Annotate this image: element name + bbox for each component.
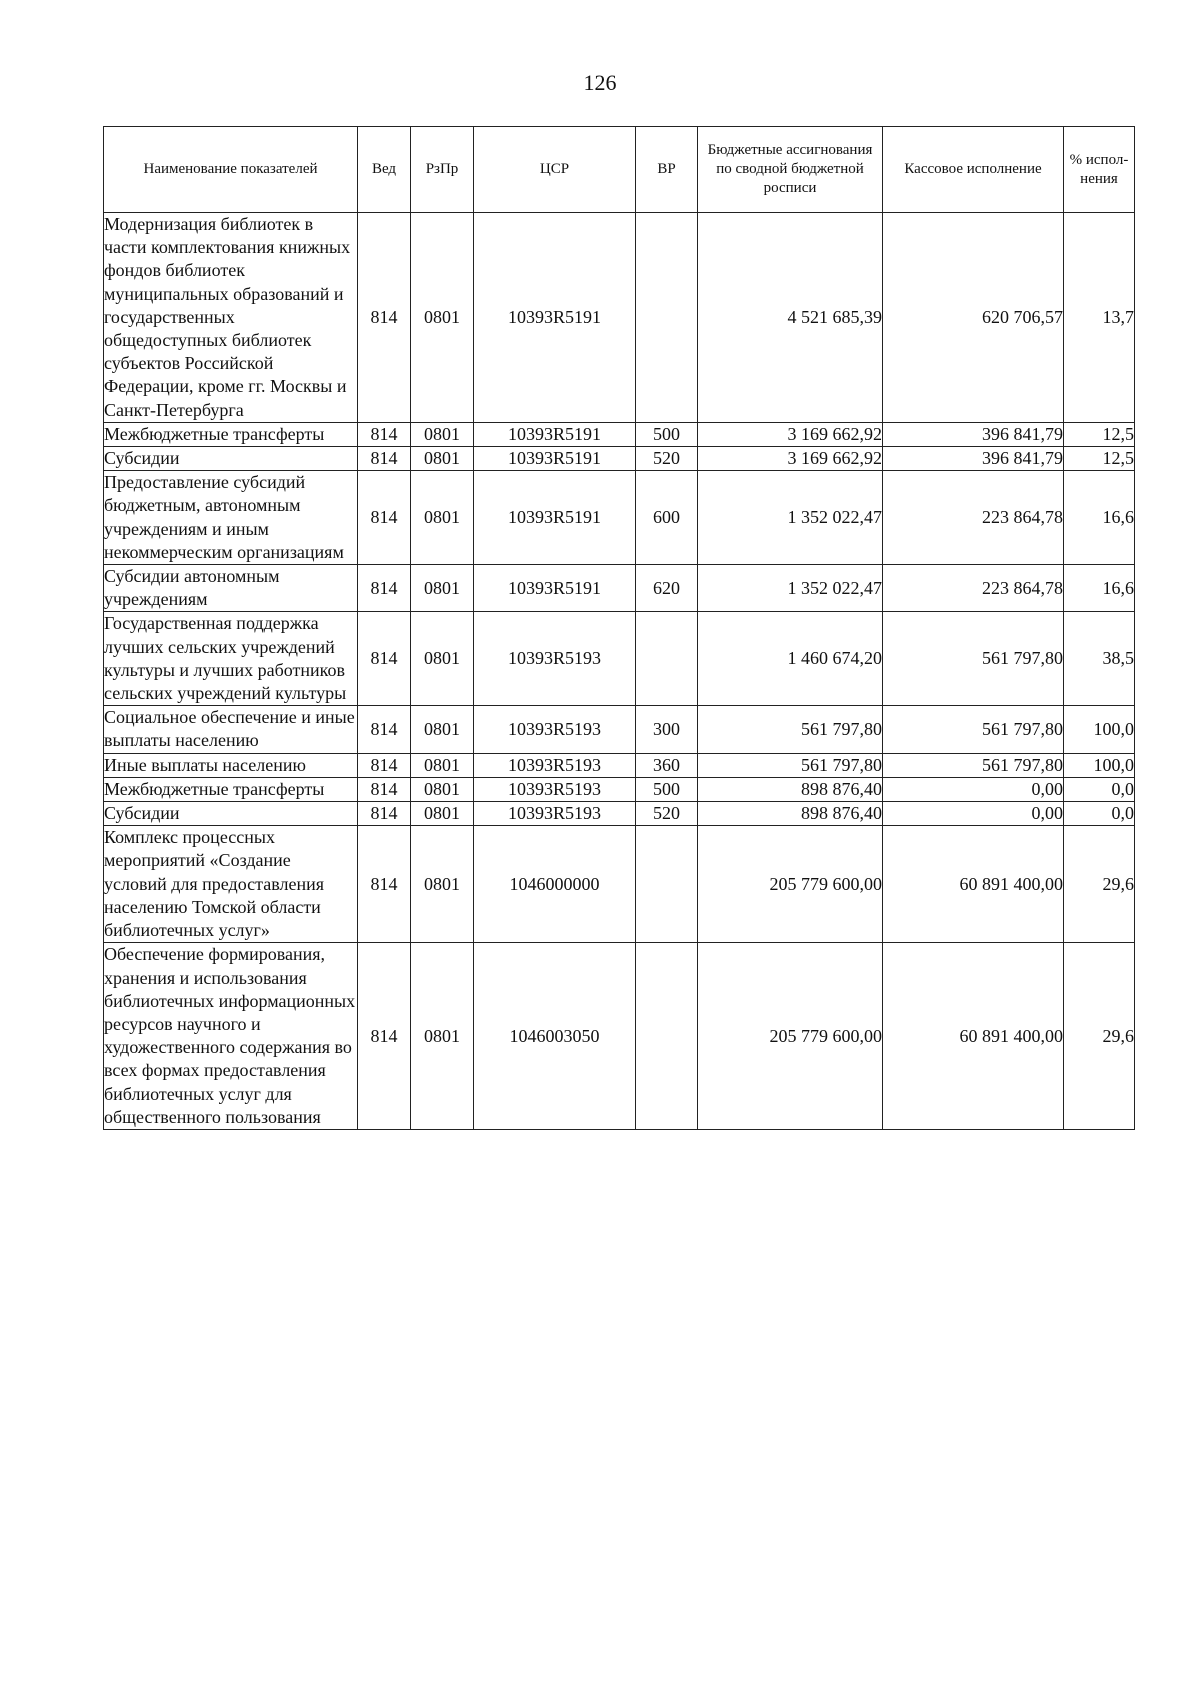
row-name: Обеспечение формирования, хранения и использования библиотечных информационных ресурсов научного и художественного содержания во всех формах предоставления библиотечных услуг для общественного пользования bbox=[104, 943, 358, 1130]
row-ved: 814 bbox=[358, 943, 411, 1130]
row-execution-percent: 16,6 bbox=[1064, 471, 1135, 565]
row-budget-allocation: 561 797,80 bbox=[698, 753, 883, 777]
row-cash-execution: 60 891 400,00 bbox=[883, 826, 1064, 943]
budget-execution-table bbox=[103, 126, 1135, 1130]
table-row bbox=[104, 826, 1135, 943]
row-cash-execution: 396 841,79 bbox=[883, 422, 1064, 446]
row-rzpr: 0801 bbox=[411, 565, 474, 612]
row-ved: 814 bbox=[358, 706, 411, 753]
table-body bbox=[104, 213, 1135, 1130]
row-execution-percent: 12,5 bbox=[1064, 447, 1135, 471]
row-vr: 500 bbox=[636, 422, 698, 446]
table-row bbox=[104, 753, 1135, 777]
table-row bbox=[104, 706, 1135, 753]
row-execution-percent: 0,0 bbox=[1064, 802, 1135, 826]
row-csr: 10393R5191 bbox=[474, 213, 636, 423]
row-ved: 814 bbox=[358, 565, 411, 612]
table-row bbox=[104, 422, 1135, 446]
row-cash-execution: 0,00 bbox=[883, 802, 1064, 826]
row-rzpr: 0801 bbox=[411, 943, 474, 1130]
row-budget-allocation: 898 876,40 bbox=[698, 777, 883, 801]
row-csr: 10393R5191 bbox=[474, 471, 636, 565]
row-rzpr: 0801 bbox=[411, 706, 474, 753]
row-execution-percent: 100,0 bbox=[1064, 706, 1135, 753]
row-name: Иные выплаты населению bbox=[104, 753, 358, 777]
row-name: Государственная поддержка лучших сельских учреждений культуры и лучших работников сельских учреждений культуры bbox=[104, 612, 358, 706]
row-ved: 814 bbox=[358, 213, 411, 423]
row-csr: 10393R5193 bbox=[474, 612, 636, 706]
row-rzpr: 0801 bbox=[411, 213, 474, 423]
row-cash-execution: 561 797,80 bbox=[883, 706, 1064, 753]
table-row bbox=[104, 802, 1135, 826]
row-cash-execution: 60 891 400,00 bbox=[883, 943, 1064, 1130]
row-budget-allocation: 3 169 662,92 bbox=[698, 447, 883, 471]
row-csr: 10393R5193 bbox=[474, 753, 636, 777]
row-name: Комплекс процессных мероприятий «Создание условий для предоставления населению Томской области библиотечных услуг» bbox=[104, 826, 358, 943]
row-name: Модернизация библиотек в части комплектования книжных фондов библиотек муниципальных образований и государственных общедоступных библиотек субъектов Российской Федерации, кроме гг. Москвы и Санкт-Петербурга bbox=[104, 213, 358, 423]
row-name: Субсидии bbox=[104, 802, 358, 826]
row-budget-allocation: 205 779 600,00 bbox=[698, 826, 883, 943]
row-rzpr: 0801 bbox=[411, 826, 474, 943]
row-vr bbox=[636, 943, 698, 1130]
row-csr: 10393R5193 bbox=[474, 706, 636, 753]
row-ved: 814 bbox=[358, 447, 411, 471]
row-name: Социальное обеспечение и иные выплаты населению bbox=[104, 706, 358, 753]
table-row bbox=[104, 943, 1135, 1130]
row-vr bbox=[636, 612, 698, 706]
row-vr: 600 bbox=[636, 471, 698, 565]
row-name: Межбюджетные трансферты bbox=[104, 777, 358, 801]
table-row bbox=[104, 213, 1135, 423]
row-ved: 814 bbox=[358, 753, 411, 777]
row-execution-percent: 16,6 bbox=[1064, 565, 1135, 612]
row-ved: 814 bbox=[358, 802, 411, 826]
row-csr: 1046000000 bbox=[474, 826, 636, 943]
row-ved: 814 bbox=[358, 612, 411, 706]
row-execution-percent: 100,0 bbox=[1064, 753, 1135, 777]
row-name: Межбюджетные трансферты bbox=[104, 422, 358, 446]
row-csr: 10393R5191 bbox=[474, 447, 636, 471]
header-csr: ЦСР bbox=[474, 127, 636, 213]
row-budget-allocation: 1 352 022,47 bbox=[698, 471, 883, 565]
row-csr: 1046003050 bbox=[474, 943, 636, 1130]
row-cash-execution: 396 841,79 bbox=[883, 447, 1064, 471]
row-execution-percent: 29,6 bbox=[1064, 826, 1135, 943]
header-name: Наименование показателей bbox=[104, 127, 358, 213]
header-vr: ВР bbox=[636, 127, 698, 213]
row-rzpr: 0801 bbox=[411, 447, 474, 471]
row-vr: 520 bbox=[636, 802, 698, 826]
row-name: Субсидии автономным учреждениям bbox=[104, 565, 358, 612]
table-row bbox=[104, 565, 1135, 612]
row-csr: 10393R5193 bbox=[474, 777, 636, 801]
row-vr: 500 bbox=[636, 777, 698, 801]
row-vr bbox=[636, 826, 698, 943]
row-rzpr: 0801 bbox=[411, 777, 474, 801]
row-vr: 520 bbox=[636, 447, 698, 471]
row-ved: 814 bbox=[358, 422, 411, 446]
row-rzpr: 0801 bbox=[411, 753, 474, 777]
row-cash-execution: 223 864,78 bbox=[883, 471, 1064, 565]
row-rzpr: 0801 bbox=[411, 612, 474, 706]
table-row bbox=[104, 612, 1135, 706]
row-ved: 814 bbox=[358, 826, 411, 943]
row-execution-percent: 38,5 bbox=[1064, 612, 1135, 706]
row-cash-execution: 0,00 bbox=[883, 777, 1064, 801]
row-cash-execution: 223 864,78 bbox=[883, 565, 1064, 612]
row-name: Предоставление субсидий бюджетным, автономным учреждениям и иным некоммерческим организациям bbox=[104, 471, 358, 565]
table-header bbox=[104, 127, 1135, 213]
table-row bbox=[104, 777, 1135, 801]
row-csr: 10393R5191 bbox=[474, 565, 636, 612]
row-budget-allocation: 1 460 674,20 bbox=[698, 612, 883, 706]
row-csr: 10393R5193 bbox=[474, 802, 636, 826]
row-execution-percent: 13,7 bbox=[1064, 213, 1135, 423]
row-budget-allocation: 1 352 022,47 bbox=[698, 565, 883, 612]
row-cash-execution: 620 706,57 bbox=[883, 213, 1064, 423]
row-budget-allocation: 205 779 600,00 bbox=[698, 943, 883, 1130]
header-ved: Вед bbox=[358, 127, 411, 213]
header-rzpr: РзПр bbox=[411, 127, 474, 213]
row-rzpr: 0801 bbox=[411, 471, 474, 565]
row-cash-execution: 561 797,80 bbox=[883, 753, 1064, 777]
row-rzpr: 0801 bbox=[411, 422, 474, 446]
row-budget-allocation: 4 521 685,39 bbox=[698, 213, 883, 423]
row-budget-allocation: 898 876,40 bbox=[698, 802, 883, 826]
header-row bbox=[104, 127, 1135, 213]
row-execution-percent: 12,5 bbox=[1064, 422, 1135, 446]
row-vr: 620 bbox=[636, 565, 698, 612]
row-cash-execution: 561 797,80 bbox=[883, 612, 1064, 706]
table-row bbox=[104, 447, 1135, 471]
row-vr: 300 bbox=[636, 706, 698, 753]
row-vr bbox=[636, 213, 698, 423]
page-number: 126 bbox=[583, 70, 617, 95]
row-rzpr: 0801 bbox=[411, 802, 474, 826]
header-percent: % испол-нения bbox=[1064, 127, 1135, 213]
header-cash: Кассовое исполнение bbox=[883, 127, 1064, 213]
row-vr: 360 bbox=[636, 753, 698, 777]
row-execution-percent: 0,0 bbox=[1064, 777, 1135, 801]
row-ved: 814 bbox=[358, 777, 411, 801]
row-ved: 814 bbox=[358, 471, 411, 565]
row-csr: 10393R5191 bbox=[474, 422, 636, 446]
row-budget-allocation: 561 797,80 bbox=[698, 706, 883, 753]
header-budget: Бюджетные ассигнования по сводной бюджетной росписи bbox=[698, 127, 883, 213]
row-execution-percent: 29,6 bbox=[1064, 943, 1135, 1130]
row-budget-allocation: 3 169 662,92 bbox=[698, 422, 883, 446]
table-row bbox=[104, 471, 1135, 565]
row-name: Субсидии bbox=[104, 447, 358, 471]
